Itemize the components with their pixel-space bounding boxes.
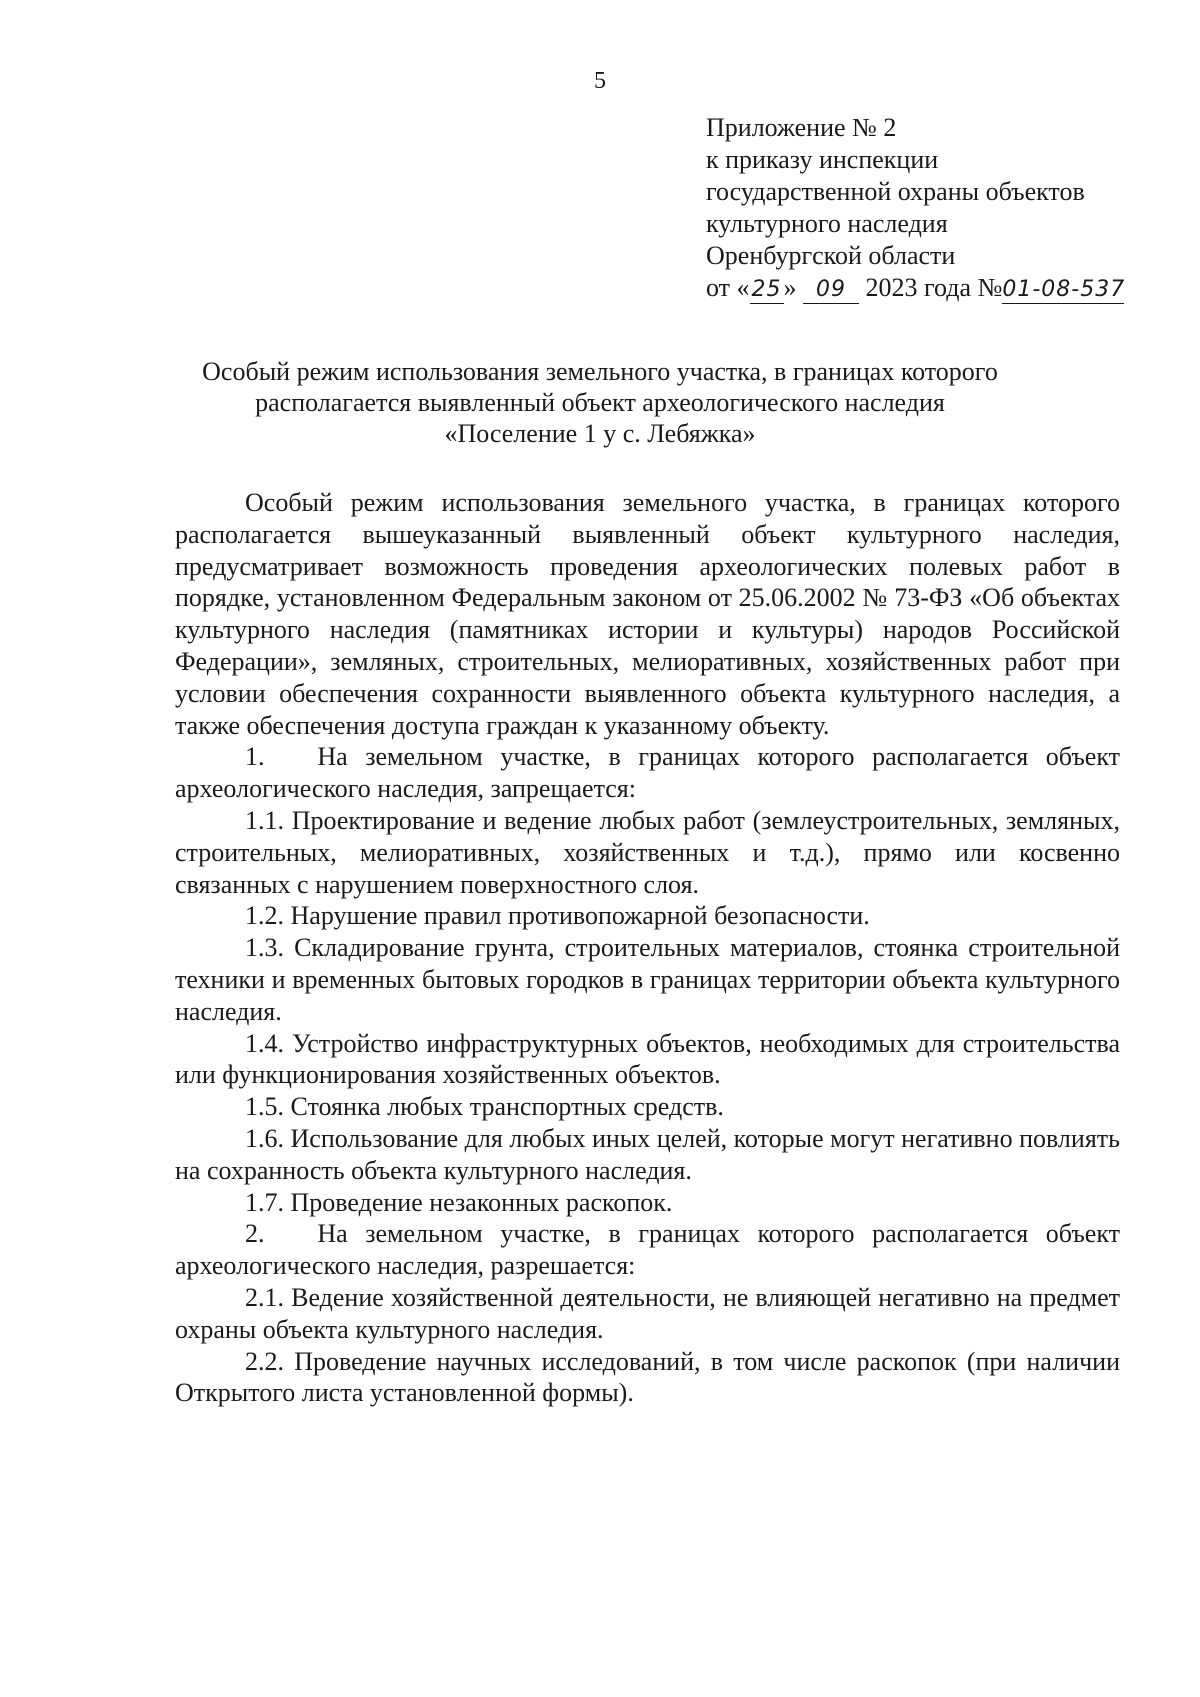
title-line: Особый режим использования земельного участка, в границах которого	[202, 357, 998, 386]
clause-2-2: 2.2. Проведение научных исследований, в том числе раскопок (при наличии Открытого листа установленной формы).	[175, 1346, 1120, 1408]
clause-2: 2. На земельном участке, в границах которого располагается объект археологического наследия, разрешается:	[175, 1219, 1127, 1281]
appendix-line: Приложение № 2	[706, 113, 897, 142]
date-mid: »	[783, 273, 797, 302]
clause-2-1: 2.1. Ведение хозяйственной деятельности, не влияющей негативно на предмет охраны объекта культурного наследия.	[175, 1282, 1120, 1344]
handwritten-month: 09	[803, 277, 859, 304]
date-prefix: от «	[706, 273, 750, 302]
appendix-date-line	[706, 272, 1124, 304]
title-line: располагается выявленный объект археологического наследия	[255, 388, 945, 417]
clause-1-7: 1.7. Проведение незаконных раскопок.	[245, 1187, 673, 1217]
document-body	[175, 487, 1127, 1409]
handwritten-order-number: 01-08-537	[1002, 277, 1126, 302]
intro-paragraph: Особый режим использования земельного участка, в границах которого располагается вышеуказанный выявленный объект культурного наследия, предусматривает возможность проведения археологических полевых работ в порядке, установленном Федеральным законом от 25.06.2002 № 73-ФЗ «Об объектах культурного наследия (памятниках истории и культуры) народов Российской Федерации», земляных, строительных, мелиоративных, хозяйственных работ при условии обеспечения сохранности выявленного объекта культурного наследия, а также обеспечения доступа граждан к указанному объекту.	[175, 488, 1120, 740]
clause-1-3: 1.3. Складирование грунта, строительных материалов, стоянка строительной техники и временных бытовых городков в границах территории объекта культурного наследия.	[175, 933, 1120, 1026]
handwritten-day: 25	[751, 277, 782, 302]
clause-1-1: 1.1. Проектирование и ведение любых работ (землеустроительных, земляных, строительных, мелиоративных, хозяйственных и т.д.), прямо или косвенно связанных с нарушением поверхностного слоя.	[175, 805, 1120, 899]
date-year: 2023 года №	[865, 273, 1003, 302]
appendix-line: культурного наследия	[706, 209, 948, 238]
clause-1-2: 1.2. Нарушение правил противопожарной безопасности.	[245, 901, 870, 931]
appendix-header	[706, 112, 1124, 304]
page-number: 5	[594, 68, 606, 94]
appendix-line: к приказу инспекции	[706, 145, 939, 174]
clause-1-4: 1.4. Устройство инфраструктурных объектов, необходимых для строительства или функционирования хозяйственных объектов.	[175, 1028, 1120, 1090]
appendix-line: Оренбургской области	[706, 241, 956, 270]
appendix-line: государственной охраны объектов	[706, 177, 1085, 206]
clause-1: 1. На земельном участке, в границах которого располагается объект археологического наследия, запрещается:	[175, 742, 1127, 804]
title-line: «Поселение 1 у с. Лебяжка»	[444, 419, 756, 448]
clause-1-5: 1.5. Стоянка любых транспортных средств.	[245, 1092, 724, 1122]
document-title	[140, 356, 1060, 449]
clause-1-6: 1.6. Использование для любых иных целей, которые могут негативно повлиять на сохранность объекта культурного наследия.	[175, 1123, 1120, 1185]
